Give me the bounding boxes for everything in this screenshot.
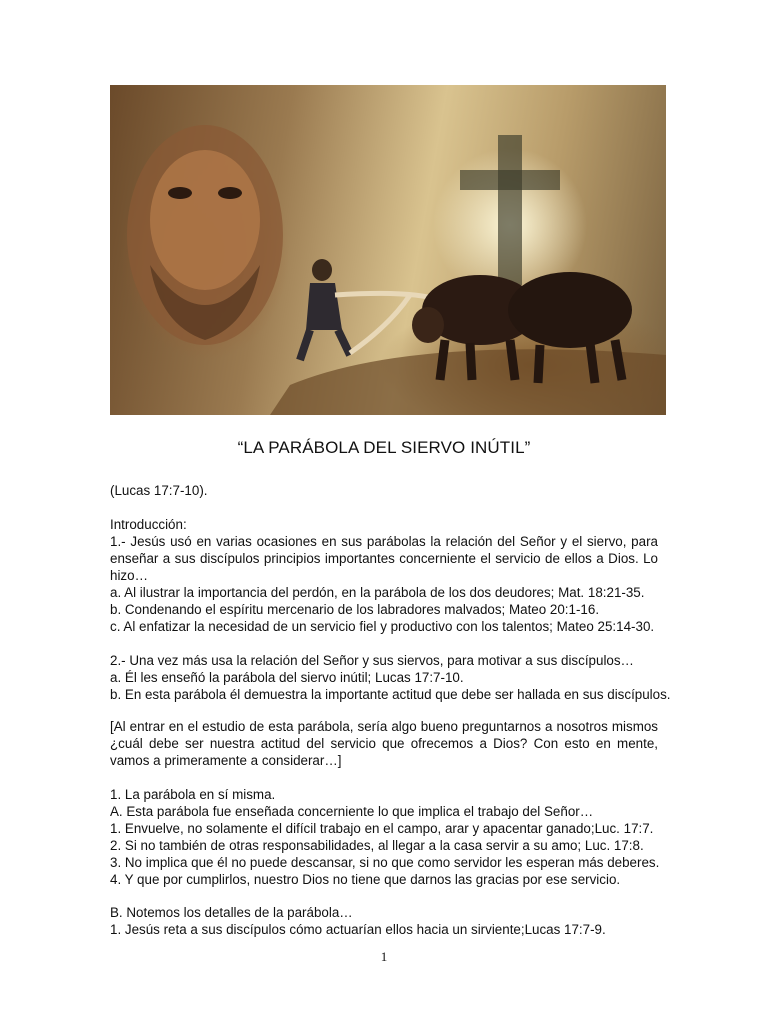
header-illustration [110, 85, 666, 415]
list-item: c. Al enfatizar la necesidad de un servicio fiel y productivo con los talentos; Mateo 25:14-30. [110, 619, 655, 634]
intro-heading: Introducción: [110, 517, 187, 532]
list-item: 1. Jesús reta a sus discípulos cómo actuarían ellos hacia un sirviente;Lucas 17:7-9. [110, 922, 606, 937]
list-item: b. Condenando el espíritu mercenario de los labradores malvados; Mateo 20:1-16. [110, 602, 600, 617]
cross-vertical [498, 135, 522, 285]
page-number: 1 [380, 949, 388, 964]
document-title: “LA PARÁBOLA DEL SIERVO INÚTIL” [237, 438, 531, 457]
list-item: a. Él les enseñó la parábola del siervo inútil; Lucas 17:7-10. [110, 670, 464, 685]
cross-horizontal [460, 170, 560, 190]
farmer-legs [300, 330, 350, 360]
section-heading: 1. La parábola en sí misma. [110, 787, 276, 802]
ox-2 [508, 272, 632, 348]
plow-beam [335, 293, 440, 300]
list-item: 2. Si no también de otras responsabilidades, al llegar a la casa servir a su amo; Luc. 17:8. [110, 838, 644, 853]
list-item: 1. Envuelve, no solamente el difícil trabajo en el campo, arar y apacentar ganado;Luc. 17:7. [110, 821, 654, 836]
list-item: 3. No implica que él no puede descansar, si no que como servidor les esperan más deberes. [110, 855, 660, 870]
list-item: A. Esta parábola fue enseñada concerniente lo que implica el trabajo del Señor… [110, 804, 594, 819]
left-eye [168, 187, 192, 199]
bracket-note: [Al entrar en el estudio de esta parábola, sería algo bueno preguntarnos a nosotros mismos ¿cuál debe ser nuestra actitud del servicio que ofrecemos a Dios? Con esto en mente, vamos a primeramente a considerar…] [110, 719, 658, 768]
plow-handle [350, 295, 410, 353]
list-item: a. Al ilustrar la importancia del perdón, en la parábola de los dos deudores; Mat. 18:21-35. [110, 585, 645, 600]
farmer-head [312, 259, 332, 281]
section-subheading: B. Notemos los detalles de la parábola… [110, 905, 353, 920]
list-item: 4. Y que por cumplirlos, nuestro Dios no tiene que darnos las gracias por ese servicio. [110, 872, 621, 887]
face-skin [150, 150, 260, 290]
right-eye [218, 187, 242, 199]
intro-paragraph-2: 2.- Una vez más usa la relación del Señor y sus siervos, para motivar a sus discípulos… [110, 653, 634, 668]
farmer-body [306, 283, 342, 330]
intro-paragraph-1: 1.- Jesús usó en varias ocasiones en sus parábolas la relación del Señor y el siervo, para enseñar a sus discípulos principios importantes concerniente el servicio de ellos a Dios. Lo hizo… [110, 534, 658, 583]
reference-line: (Lucas 17:7-10). [110, 483, 208, 498]
list-item: b. En esta parábola él demuestra la importante actitud que debe ser hallada en sus discípulos. [110, 687, 671, 702]
illustration-drawing [110, 85, 666, 415]
ox-1-head [412, 307, 444, 343]
